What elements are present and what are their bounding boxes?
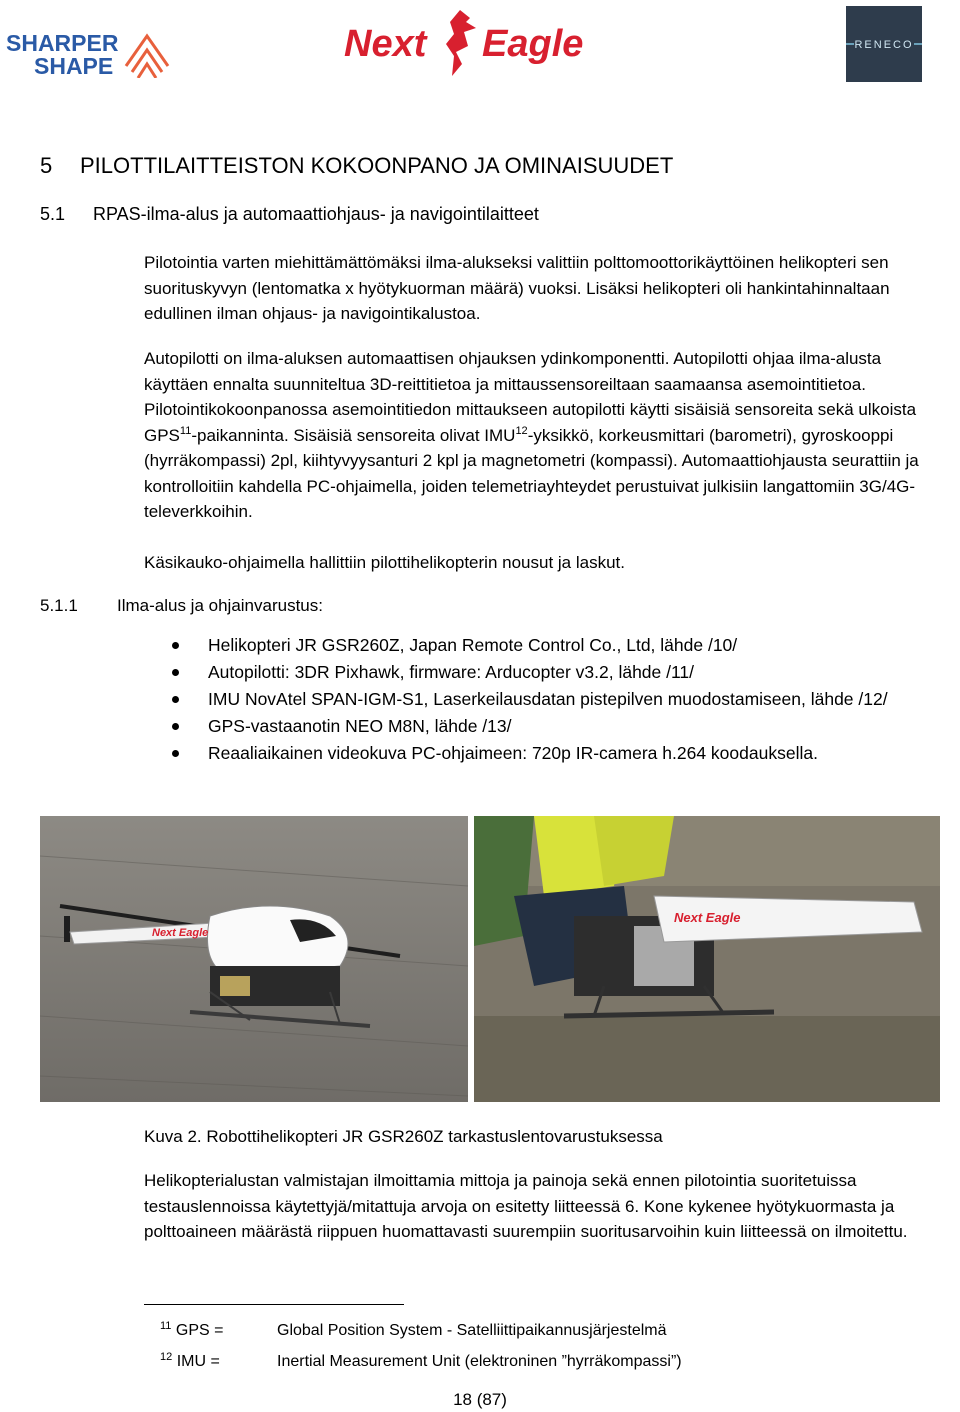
- footnote-ref-12[interactable]: 12: [515, 424, 528, 437]
- paragraph-autopilot: [144, 346, 944, 525]
- paragraph-autopilot-part-c: -yksikkö, korkeusmittari (barometri), gyroskooppi (hyrräkompassi) 2pl, kiihtyvyysanturi 2 kpl ja magnetometri (kompassi). Automaattiohjausta seurattiin ja kontrolloitiin kahdella PC-ohjaimella, joiden telemetriayhteydet perustuivat julkisiin langattomiin 3G/4G-televerkkoihin.: [144, 425, 919, 521]
- equipment-list: [168, 632, 928, 767]
- photo-right-logo-text: Next Eagle: [674, 910, 741, 925]
- footnote-abbr: GPS =: [175, 1322, 224, 1339]
- footnote-12-text: Inertial Measurement Unit (elektroninen ”hyrräkompassi”): [277, 1353, 682, 1370]
- paragraph-intro: Pilotointia varten miehittämättömäksi ilma-alukseksi valittiin polttomoottorikäyttöinen helikopteri sen suorituskyvyn (lentomatka x hyötykuorman määrä) vuoksi. Lisäksi helikopteri oli hankintahinnaltaan edullinen ilman ohjaus- ja navigointikalustoa.: [144, 253, 890, 323]
- helicopter-photo-left: [40, 816, 468, 1102]
- next-eagle-logo-text-eagle: Eagle: [482, 23, 584, 65]
- paragraph-autopilot-part-a: Autopilotti on ilma-aluksen automaattisen ohjauksen ydinkomponentti. Autopilotti ohjaa ilma-alusta käyttäen ennalta suunniteltua 3D-reittitietoa ja mittaussensoreiltaan saamaansa asemointitietoa. Pilotointikokoonpanossa asemointitiedon mittaukseen autopilotti käytti sisäisiä sensoreita sekä ulkoista GPS: [144, 349, 917, 445]
- figure-caption: Kuva 2. Robottihelikopteri JR GSR260Z tarkastuslentovarustuksessa: [144, 1127, 663, 1146]
- paragraph-manual-control: Käsikauko-ohjaimella hallittiin pilottihelikopterin nousut ja laskut.: [144, 553, 625, 572]
- section-number: 5: [40, 153, 53, 178]
- next-eagle-logo-text-next: Next: [344, 23, 427, 65]
- next-eagle-logo: [342, 6, 606, 80]
- subsubsection-heading: [40, 596, 323, 616]
- list-item: Reaaliaikainen videokuva PC-ohjaimeen: 720p IR-camera h.264 koodauksella.: [168, 740, 928, 767]
- reneco-logo: [846, 6, 922, 82]
- list-item: Helikopteri JR GSR260Z, Japan Remote Control Co., Ltd, lähde /10/: [168, 632, 928, 659]
- subsubsection-title: Ilma-alus ja ohjainvarustus:: [117, 596, 323, 615]
- footnote-divider: [144, 1304, 404, 1305]
- subsection-number: 5.1: [40, 204, 66, 224]
- footnote-number: 11: [160, 1320, 172, 1332]
- list-item: GPS-vastaanotin NEO M8N, lähde /13/: [168, 713, 928, 740]
- photo-left-logo-text: Next Eagle: [152, 927, 209, 939]
- paragraph-autopilot-part-b: -paikanninta. Sisäisiä sensoreita olivat IMU: [191, 425, 516, 445]
- eagle-mark-icon: [446, 10, 476, 76]
- sharper-shape-logo-text-bottom: SHAPE: [34, 53, 114, 78]
- list-item: Autopilotti: 3DR Pixhawk, firmware: Arducopter v3.2, lähde /11/: [168, 659, 928, 686]
- reneco-logo-text: RENECO: [854, 39, 914, 51]
- section-heading: [40, 153, 673, 179]
- paragraph-specs: Helikopterialustan valmistajan ilmoittamia mittoja ja painoja sekä ennen pilotointia suoritetuissa testauslennoissa käytettyjä/mitattuja arvoja on esitetty liitteessä 6. Kone kykenee hyötykuormasta ja polttoaineen määrästä riippuen huomattavasti suurempiin suoritusarvoihin kuin liitteessä on ilmoitettu.: [144, 1171, 908, 1241]
- page-number: 18 (87): [453, 1390, 507, 1409]
- footnote-number: 12: [160, 1351, 173, 1363]
- footnote-ref-11[interactable]: 11: [179, 424, 192, 437]
- chevron-mark-icon: [126, 36, 168, 78]
- helicopter-photo-right: [474, 816, 940, 1102]
- subsubsection-number: 5.1.1: [40, 596, 78, 615]
- sharper-shape-logo: [4, 28, 170, 78]
- footnote-12: [160, 1353, 220, 1371]
- footnote-11-text: Global Position System - Satelliittipaikannusjärjestelmä: [277, 1322, 667, 1339]
- footnote-abbr: IMU =: [176, 1353, 220, 1370]
- subsection-title: RPAS-ilma-alus ja automaattiohjaus- ja navigointilaitteet: [93, 204, 539, 224]
- subsection-heading: [40, 204, 539, 225]
- footnote-11: [160, 1322, 223, 1340]
- list-item: IMU NovAtel SPAN-IGM-S1, Laserkeilausdatan pistepilven muodostamiseen, lähde /12/: [168, 686, 928, 713]
- sharper-shape-logo-text-top: SHARPER: [6, 30, 119, 56]
- section-title: PILOTTILAITTEISTON KOKOONPANO JA OMINAISUUDET: [80, 153, 674, 178]
